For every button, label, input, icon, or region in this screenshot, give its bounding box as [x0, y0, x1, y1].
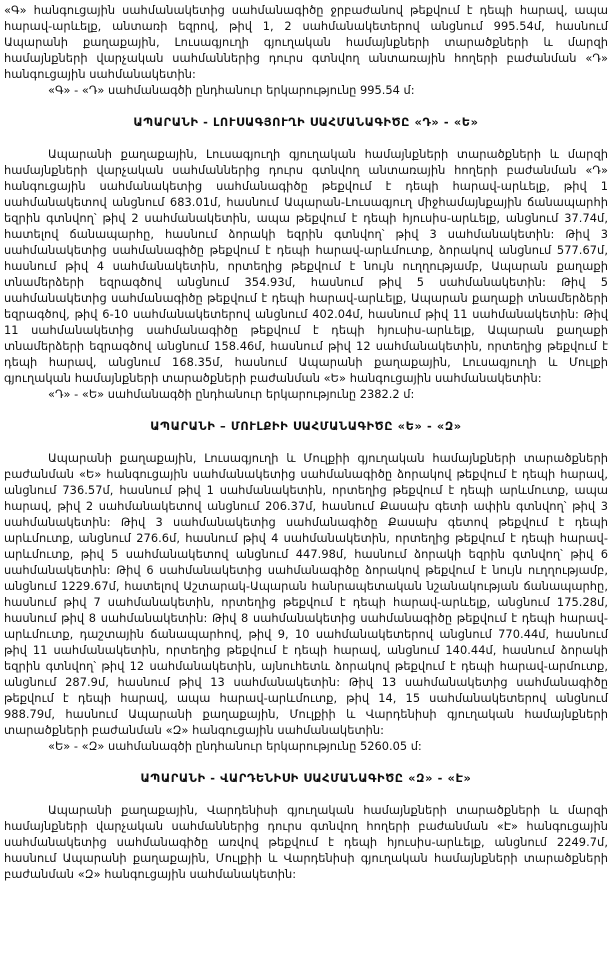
- section-heading: ԱՊԱՐԱՆԻ - ՎԱՐԴԵՆԻՍԻ ՍԱՀՄԱՆԱԳԻԾԸ «Զ» - «Է»: [140, 771, 472, 785]
- section-aparan-vardenis: [4, 770, 608, 882]
- section-paragraph: Ապարանի քաղաքային, Լուսագյուղի և Մուլքիի գյուղական համայնքների տարածքների բաժանման «Ե» հանգուցային սահմանակետից սահմանագիծը ձորակով թեքվում է դեպի հարավ, անցնում 736.57մ, հասնում թիվ 1 սահմանակետին, որտեղից թեքվում է դեպի արևմուտք, ապա հարավ, թիվ 2 սահմանակետով անցնում 206.37մ, հասնում Քասախ գետի ափին գտնվող՝ թիվ 3 սահմանակետին: Թիվ 3 սահմանակետից սահմանագիծը Քասախ գետով թեքվում է դեպի արևմուտք, անցնում 276.6մ, հասնում թիվ 4 սահմանակետին, որտեղից թեքվում է դեպի հարավ-արևմուտք, թիվ 5 սահմանակետով անցնում 447.98մ, հասնում ձորակի եզրին գտնվող՝ թիվ 6 սահմանակետին: Թիվ 6 սահմանակետից սահմանագիծը ձորակով թեքվում է նույն ուղղությամբ, անցնում 1229.67մ, հատելով Աշտարակ-Ապարան հանրապետական նշանակության ճանապարհը, հասնում թիվ 7 սահմանակետին, որտեղից թեքվում է դեպի հարավ-արևելք, անցնում 175.28մ, հասնում թիվ 8 սահմանակետին: Թիվ 8 սահմանակետից սահմանագիծը թեքվում է դեպի հարավ-արևմուտք, դաշտային ճանապարհով, թիվ 9, 10 սահմանակետերով անցնում 770.44մ, հասնում թիվ 11 սահմանակետին, որտեղից թեքվում է դեպի հարավ, անցնում 140.44մ, հասնում ձորակի եզրին գտնվող՝ թիվ 12 սահմանակետին, այնուհետև ձորակով թեքվում է դեպի հարավ-արմուտք, անցնում 287.9մ, հասնում թիվ 13 սահմանակետին: Թիվ 13 սահմանակետից սահմանագիծը թեքվում է դեպի հարավ, ապա հարավ-արևմուտք, թիվ 14, 15 սահմանակետերով անցնում 988.79մ, հասնում Ապարանի քաղաքային, Մուլքիի և Վարդենիսի գյուղական համայնքների տարածքների բաժանման «Զ» հանգուցային սահմանակետին:: [4, 451, 608, 737]
- section-heading: ԱՊԱՐԱՆԻ - ԼՈՒՍԱԳՅՈՒՂԻ ՍԱՀՄԱՆԱԳԻԾԸ «Դ» - «Ե»: [133, 115, 479, 129]
- document-page: [0, 2, 611, 969]
- section-aparan-lusagyugh: [4, 114, 608, 402]
- section-total-length: «Ե» - «Զ» սահմանագծի ընդհանուր երկարությունը 5260.05 մ:: [48, 739, 422, 753]
- section-aparan-mulki: [4, 418, 608, 754]
- section-paragraph: Ապարանի քաղաքային, Լուսագյուղի գյուղական համայնքների տարածքների և մարզի համայնքների վարչական սահմաններից դուրս գտնվող անտառային հողերի բաժանման «Դ» հանգուցային սահմանակետից սահմանագիծը թեքվում է դեպի հարավ-արևելք, թիվ 1 սահմանակետով անցնում 683.01մ, հասնում Ապարան-Լուսագյուղ միջհամայնքային ճանապարհի եզրին գտնվող՝ թիվ 2 սահմանակետին, ապա թեքվում է դեպի հյուսիս-արևելք, անցնում 37.74մ, հատելով ճանապարհը, հասնում ձորակի եզրին գտնվող՝ թիվ 3 սահմանակետին: Թիվ 3 սահմանակետից սահմանագիծը թեքվում է դեպի հարավ-արևմուտք, ձորակով անցնում 577.67մ, հասնում թիվ 4 սահմանակետին, որտեղից թեքվում է նույն ուղղությամբ, Ապարան քաղաքի տնամերձերի եզրագծով անցնում 354.93մ, հասնում թիվ 5 սահմանակետին: Թիվ 5 սահմանակետից սահմանագիծը թեքվում է դեպի հարավ-արևելք, Ապարան քաղաքի տնամերձերի եզրագծով, թիվ 6-10 սահմանակետերով անցնում 402.04մ, հասնում թիվ 11 սահմանակետին: Թիվ 11 սահմանակետից սահմանագիծը թեքվում է դեպի հյուսիս-արևելք, Ապարան քաղաքի տնամերձերի եզրագծով անցնում 158.46մ, հասնում թիվ 12 սահմանակետին, որտեղից թեքվում է դեպի հարավ, անցնում 168.35մ, հասնում Ապարանի քաղաքային, Լուսագյուղի և Մուլքի գյուղական համայնքների տարածքների բաժանման «Ե» հանգուցային սահմանակետին:: [4, 147, 608, 385]
- section-paragraph: Ապարանի քաղաքային, Վարդենիսի գյուղական համայնքների տարածքների և մարզի համայնքների վարչական սահմաններից դուրս գտնվող հողերի բաժանման «Է» հանգուցային սահմանակետից սահմանագիծը առվով թեքվում է դեպի հյուսիս-արևելք, անցնում 2249.7մ, հասնում Ապարանի քաղաքային, Մուլքիի և Վարդենիսի գյուղական համայնքների տարածքների բաժանման «Զ» հանգուցային սահմանակետին:: [4, 803, 608, 881]
- intro-total-length: «Գ» - «Դ» սահմանագծի ընդհանուր երկարությունը 995.54 մ:: [48, 83, 415, 97]
- section-total-length: «Դ» - «Ե» սահմանագծի ընդհանուր երկարությունը 2382.2 մ:: [48, 387, 415, 401]
- section-heading: ԱՊԱՐԱՆԻ – ՄՈՒԼՔԻԻ ՍԱՀՄԱՆԱԳԻԾԸ «Ե» - «Զ»: [150, 419, 462, 433]
- intro-paragraph: «Գ» հանգուցային սահմանակետից սահմանագիծը ջրբաժանով թեքվում է դեպի հարավ, ապա հարավ-արևելք, անտառի եզրով, թիվ 1, 2 սահմանակետերով անցնում 995.54մ, հասնում Ապարանի քաղաքային, Լուսագյուղի գյուղական համայնքների տարածքների և մարզի համայնքների վարչական սահմաններից դուրս գտնվող անտառային հողերի բաժանման «Դ» հանգուցային սահմանակետին:: [4, 3, 608, 81]
